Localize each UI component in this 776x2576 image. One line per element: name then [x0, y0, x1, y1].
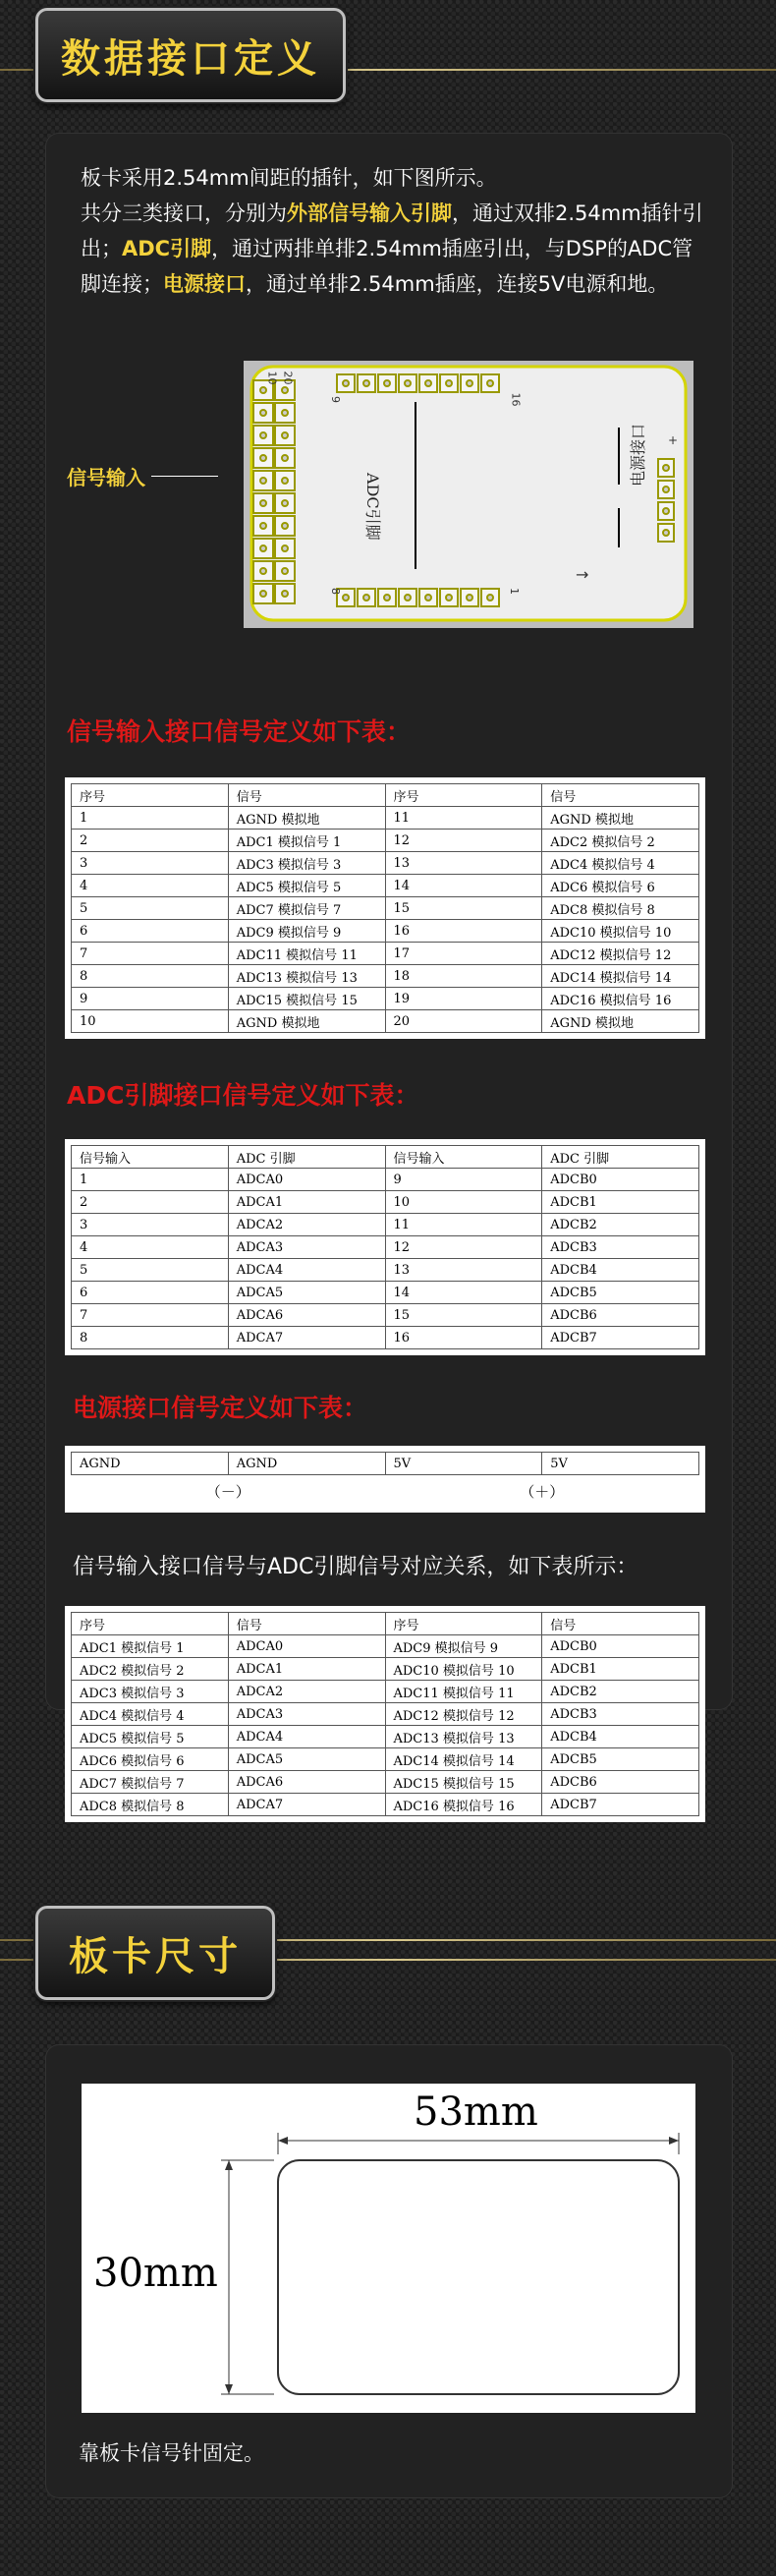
table-header-cell: 信号 [542, 1613, 699, 1635]
table-cell: ADCB6 [542, 1771, 699, 1794]
pin-hole [260, 591, 266, 597]
table-cell: 5 [72, 897, 229, 920]
table-cell: ADC4 模拟信号 4 [72, 1703, 229, 1726]
table-cell: ADCA1 [228, 1191, 385, 1214]
table-cell: ADCA2 [228, 1681, 385, 1703]
power-cell: 5V [385, 1453, 542, 1475]
highlight-adc: ADC引脚 [122, 237, 212, 260]
table-cell: ADCA4 [228, 1259, 385, 1282]
table-cell: ADC11 模拟信号 11 [228, 943, 385, 965]
svg-text:→: → [576, 565, 589, 584]
table-cell: ADC15 模拟信号 15 [385, 1771, 542, 1794]
table-cell: 13 [385, 852, 542, 875]
pin-hole [384, 595, 390, 601]
table-cell: ADCB6 [542, 1304, 699, 1327]
table-cell: ADCB0 [542, 1169, 699, 1191]
table-cell: 9 [385, 1169, 542, 1191]
table-header-cell: 信号输入 [385, 1146, 542, 1169]
intro-text: 共分三类接口，分别为 [81, 201, 287, 225]
table-header-row [72, 784, 699, 807]
table-cell: ADC2 模拟信号 2 [72, 1658, 229, 1681]
pin-hole [663, 530, 669, 536]
table-cell: ADCB5 [542, 1282, 699, 1304]
table-cell: ADCB1 [542, 1191, 699, 1214]
pin-hole [260, 478, 266, 484]
table-cell: ADC10 模拟信号 10 [542, 920, 699, 943]
table-cell: ADC16 模拟信号 16 [385, 1794, 542, 1816]
highlight-signal-input: 外部信号输入引脚 [287, 201, 452, 225]
pin-hole [260, 387, 266, 393]
table-cell: ADCA3 [228, 1703, 385, 1726]
table-cell: 13 [385, 1259, 542, 1282]
table-cell: ADC1 模拟信号 1 [228, 830, 385, 852]
pin-hole [343, 380, 349, 386]
pin-hole [446, 380, 452, 386]
section-header-dimensions [0, 1892, 776, 2000]
dimensions-panel [45, 2044, 733, 2498]
pin-hole [282, 455, 288, 461]
table-header-cell: ADC 引脚 [228, 1146, 385, 1169]
table-cell: AGND 模拟地 [228, 1010, 385, 1033]
table-cell: 11 [385, 1214, 542, 1236]
table-cell: 2 [72, 830, 229, 852]
height-dimension: 30mm [93, 2251, 218, 2296]
table-cell: ADCA6 [228, 1771, 385, 1794]
table-row [72, 1726, 699, 1748]
table-cell: ADCB4 [542, 1259, 699, 1282]
power-table [71, 1452, 699, 1507]
table-header-cell: 信号 [542, 784, 699, 807]
pin-hole [663, 508, 669, 514]
pin-label: 10 [265, 371, 279, 385]
table2-title: ADC引脚接口信号定义如下表： [67, 1081, 419, 1110]
power-cell: AGND [228, 1453, 385, 1475]
section-title: 数据接口定义 [61, 35, 320, 82]
table-row [72, 875, 699, 897]
pin-hole [282, 568, 288, 574]
pin-hole [363, 595, 369, 601]
pin-label: 1 [508, 588, 521, 595]
table-cell: ADCB2 [542, 1681, 699, 1703]
table-row [72, 1010, 699, 1033]
table-cell: ADC3 模拟信号 3 [72, 1681, 229, 1703]
table-row [72, 920, 699, 943]
table-cell: ADCB1 [542, 1658, 699, 1681]
table-cell: 1 [72, 1169, 229, 1191]
section-title: 板卡尺寸 [69, 1933, 242, 1979]
table-row [72, 1635, 699, 1658]
table-cell: 14 [385, 875, 542, 897]
table-row [72, 1259, 699, 1282]
table-cell: ADC10 模拟信号 10 [385, 1658, 542, 1681]
table-cell: ADCA7 [228, 1794, 385, 1816]
table-cell: ADC5 模拟信号 5 [72, 1726, 229, 1748]
table-cell: ADC6 模拟信号 6 [72, 1748, 229, 1771]
pin-label: 9 [329, 396, 342, 403]
table-cell: 8 [72, 965, 229, 988]
table-cell: 3 [72, 1214, 229, 1236]
table-row [72, 1169, 699, 1191]
table-header-cell: 序号 [72, 784, 229, 807]
table4-title: 信号输入接口信号与ADC引脚信号对应关系，如下表所示： [73, 1555, 638, 1579]
table-row [72, 1191, 699, 1214]
table-cell: 8 [72, 1327, 229, 1349]
pin-hole [282, 432, 288, 438]
table-row [72, 1681, 699, 1703]
table-cell: 18 [385, 965, 542, 988]
section-header-interface [0, 0, 776, 108]
table-cell: ADCB4 [542, 1726, 699, 1748]
pin-label: 20 [281, 371, 295, 385]
callout-line [151, 476, 218, 477]
pin-hole [260, 568, 266, 574]
table-row [72, 1703, 699, 1726]
dimension-drawing [82, 2084, 695, 2413]
table-row [72, 1214, 699, 1236]
table-cell: ADC1 模拟信号 1 [72, 1635, 229, 1658]
pin-hole [425, 380, 431, 386]
table1-title: 信号输入接口信号定义如下表： [67, 717, 412, 746]
table-cell: ADC4 模拟信号 4 [542, 852, 699, 875]
table-cell: ADCB7 [542, 1794, 699, 1816]
adc-pin-table [71, 1145, 699, 1349]
table-row [72, 965, 699, 988]
pin-hole [282, 387, 288, 393]
table-row [72, 943, 699, 965]
table-cell: ADCA5 [228, 1282, 385, 1304]
table-cell: ADCA2 [228, 1214, 385, 1236]
table-cell: ADC14 模拟信号 14 [542, 965, 699, 988]
intro-text: ，通过双排2.54mm插针引出； [81, 201, 703, 260]
header-badge [35, 8, 346, 102]
power-polarity-neg: （－） [205, 1482, 250, 1501]
table-cell: 19 [385, 988, 542, 1010]
table-cell: ADC12 模拟信号 12 [542, 943, 699, 965]
board-diagram [244, 361, 693, 628]
table-cell: 1 [72, 807, 229, 830]
table-cell: ADC6 模拟信号 6 [542, 875, 699, 897]
table-header-cell: 序号 [385, 1613, 542, 1635]
pin-hole [425, 595, 431, 601]
table-cell: AGND 模拟地 [228, 807, 385, 830]
table-row [72, 807, 699, 830]
table-cell: ADCB5 [542, 1748, 699, 1771]
signal-input-label: 信号输入 [67, 466, 145, 489]
table-cell: 15 [385, 1304, 542, 1327]
table-cell: ADC8 模拟信号 8 [72, 1794, 229, 1816]
table-row [72, 1771, 699, 1794]
pin-hole [405, 595, 411, 601]
table-header-row [72, 1146, 699, 1169]
table-cell: AGND 模拟地 [542, 807, 699, 830]
adc-label: ADC引脚 [363, 473, 382, 541]
pin-hole [467, 595, 472, 601]
table-cell: 4 [72, 875, 229, 897]
pin-hole [282, 523, 288, 529]
intro-line: 板卡采用2.54mm间距的插针，如下图所示。 [81, 166, 497, 190]
table-cell: ADCA0 [228, 1635, 385, 1658]
table-header-cell: 序号 [385, 784, 542, 807]
table-cell: ADC5 模拟信号 5 [228, 875, 385, 897]
highlight-power: 电源接口 [163, 272, 246, 296]
pin-hole [260, 500, 266, 506]
power-cell: AGND [72, 1453, 229, 1475]
intro-paragraph [81, 160, 709, 302]
table-cell: 12 [385, 830, 542, 852]
header-badge [35, 1906, 275, 2000]
table-cell: 6 [72, 1282, 229, 1304]
table-cell: 7 [72, 1304, 229, 1327]
table-row [72, 1327, 699, 1349]
table-cell: 7 [72, 943, 229, 965]
pin-hole [282, 545, 288, 551]
table-cell: ADCA1 [228, 1658, 385, 1681]
table-cell: 3 [72, 852, 229, 875]
table-cell: ADC14 模拟信号 14 [385, 1748, 542, 1771]
table-cell: ADCB3 [542, 1236, 699, 1259]
pin-hole [663, 487, 669, 492]
pin-hole [282, 591, 288, 597]
table-cell: ADC11 模拟信号 11 [385, 1681, 542, 1703]
pin-hole [282, 478, 288, 484]
power-cell: 5V [542, 1453, 699, 1475]
table-cell: 5 [72, 1259, 229, 1282]
table-row [72, 1794, 699, 1816]
table-cell: 14 [385, 1282, 542, 1304]
interface-panel [45, 133, 733, 1814]
table3-title: 电源接口信号定义如下表： [73, 1394, 368, 1422]
pin-hole [260, 523, 266, 529]
pin-hole [260, 432, 266, 438]
intro-line [81, 196, 709, 302]
table-cell: 20 [385, 1010, 542, 1033]
power-polarity-pos: （＋） [520, 1482, 565, 1501]
table-header-cell: ADC 引脚 [542, 1146, 699, 1169]
table-cell: 2 [72, 1191, 229, 1214]
table-header-cell: 信号 [228, 1613, 385, 1635]
table-row [72, 1748, 699, 1771]
table-row [72, 897, 699, 920]
pin-label: 16 [509, 392, 523, 407]
table-cell: 9 [72, 988, 229, 1010]
pin-hole [363, 380, 369, 386]
table-cell: 17 [385, 943, 542, 965]
table-row [72, 988, 699, 1010]
pin-hole [260, 455, 266, 461]
table-cell: ADC9 模拟信号 9 [385, 1635, 542, 1658]
table-cell: ADCA4 [228, 1726, 385, 1748]
table-row [72, 830, 699, 852]
table-cell: ADCA5 [228, 1748, 385, 1771]
table-cell: ADC2 模拟信号 2 [542, 830, 699, 852]
pin-hole [282, 410, 288, 416]
table-cell: 10 [72, 1010, 229, 1033]
table-cell: ADC9 模拟信号 9 [228, 920, 385, 943]
table-cell: 15 [385, 897, 542, 920]
table-cell: 6 [72, 920, 229, 943]
table-row [72, 1282, 699, 1304]
intro-text: ，通过单排2.54mm插座，连接5V电源和地。 [246, 272, 669, 296]
table-cell: ADC13 模拟信号 13 [228, 965, 385, 988]
table-cell: ADC15 模拟信号 15 [228, 988, 385, 1010]
table-cell: ADC13 模拟信号 13 [385, 1726, 542, 1748]
pin-hole [260, 545, 266, 551]
signal-input-table [71, 783, 699, 1033]
table-cell: 11 [385, 807, 542, 830]
table-row [72, 1658, 699, 1681]
pin-hole [467, 380, 472, 386]
table-cell: 10 [385, 1191, 542, 1214]
signal-input-callout [67, 462, 218, 490]
table-cell: ADCA3 [228, 1236, 385, 1259]
table-header-row [72, 1613, 699, 1635]
table-cell: ADCA7 [228, 1327, 385, 1349]
table-cell: ADCB3 [542, 1703, 699, 1726]
pin-hole [384, 380, 390, 386]
table-cell: 16 [385, 1327, 542, 1349]
pin-hole [446, 595, 452, 601]
table-row [72, 852, 699, 875]
mounting-note: 靠板卡信号针固定。 [79, 2441, 264, 2465]
table-cell: ADCA6 [228, 1304, 385, 1327]
table-header-cell: 序号 [72, 1613, 229, 1635]
pin-hole [260, 410, 266, 416]
mapping-table [71, 1612, 699, 1816]
table-cell: ADCB7 [542, 1327, 699, 1349]
pin-hole [282, 500, 288, 506]
pin-plus-label: + [668, 433, 679, 447]
table-cell: ADC8 模拟信号 8 [542, 897, 699, 920]
table-cell: AGND 模拟地 [542, 1010, 699, 1033]
pin-hole [487, 595, 493, 601]
table-row [72, 1304, 699, 1327]
table-cell: ADC12 模拟信号 12 [385, 1703, 542, 1726]
pin-hole [663, 465, 669, 471]
table-cell: ADC16 模拟信号 16 [542, 988, 699, 1010]
pin-hole [405, 380, 411, 386]
table-cell: ADCA0 [228, 1169, 385, 1191]
table-cell: 16 [385, 920, 542, 943]
table-cell: ADCB0 [542, 1635, 699, 1658]
table-cell: 12 [385, 1236, 542, 1259]
dimension-diagram [82, 2084, 695, 2413]
pin-hole [487, 380, 493, 386]
table-header-cell: 信号 [228, 784, 385, 807]
pin-label: 8 [329, 588, 342, 595]
table-row [72, 1236, 699, 1259]
table-cell: 4 [72, 1236, 229, 1259]
intro-text: ，通过两排单排2.54mm插座引出，与DSP的ADC管脚连接； [81, 237, 693, 296]
power-label: 电源接口 [629, 423, 647, 487]
table-header-cell: 信号输入 [72, 1146, 229, 1169]
width-dimension: 53mm [414, 2089, 538, 2135]
pin-hole [343, 595, 349, 601]
table-cell: ADC7 模拟信号 7 [72, 1771, 229, 1794]
table-cell: ADC7 模拟信号 7 [228, 897, 385, 920]
table-cell: ADC3 模拟信号 3 [228, 852, 385, 875]
table-cell: ADCB2 [542, 1214, 699, 1236]
